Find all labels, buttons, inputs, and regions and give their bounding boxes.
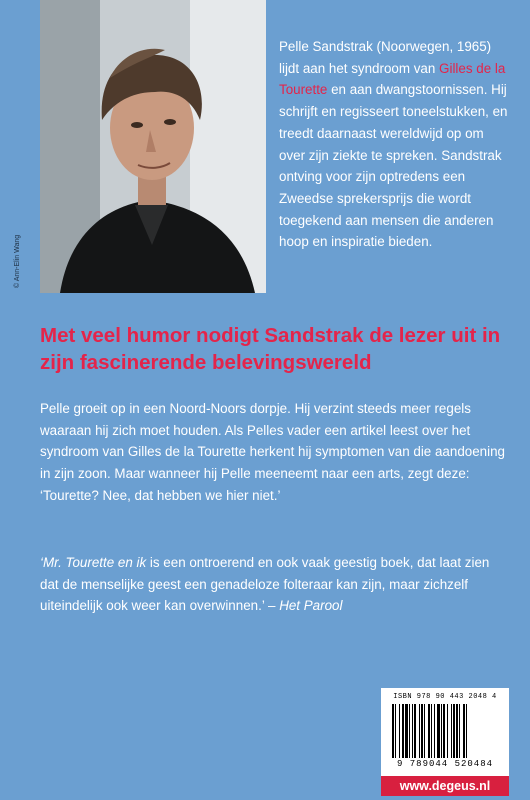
barcode-panel: [381, 688, 509, 776]
author-bio: [279, 36, 511, 253]
barcode-icon: [390, 704, 500, 758]
publisher-url[interactable]: www.degeus.nl: [381, 776, 509, 796]
quote-book-title: ‘Mr. Tourette en ik: [40, 555, 147, 570]
headline: Met veel humor nodigt Sandstrak de lezer uit in zijn fascinerende belevingswereld: [40, 324, 501, 374]
author-portrait-image: [40, 0, 266, 293]
review-quote: [40, 552, 505, 617]
isbn-text: ISBN 978 90 443 2048 4: [393, 693, 497, 701]
quote-source: Het Parool: [279, 598, 343, 614]
bio-highlight: Gilles de la Tourette: [279, 60, 506, 98]
summary-paragraph: Pelle groeit op in een Noord-Noors dorpje. Hij verzint steeds meer regels waaraan hij zich moet houden. Als Pelles vader een artikel leest over het syndroom van Gilles de la Tourette herkent hij symptomen van die aandoening in zijn zoon. Maar wanneer hij Pelle meeneemt naar een arts, zegt deze: ‘Tourette? Nee, dat hebben we hier niet.’: [40, 401, 505, 503]
photo-credit: © Ann-Elin Wang: [14, 234, 21, 288]
bio-text-2: en aan dwangstoornissen. Hij schrijft en regisseert toneelstukken, en treedt daarnaast wereldwijd op om over zijn ziekte te spreken. Sandstrak ontving voor zijn optredens een Zweedse sprekersprijs die wordt toegekend aan mensen die anderen hoop en inspiratie bieden.: [279, 82, 508, 250]
bio-text-1: Pelle Sandstrak (Noorwegen, 1965) lijdt aan het syndroom van: [279, 39, 492, 76]
ean-number: 9 789044 520484: [396, 759, 493, 769]
quote-text: is een ontroerend en ook vaak geestig boek, dat laat zien dat de menselijke geest een genadeloze folteraar kan zijn, maar zichzelf uiteindelijk ook weer kan overwinnen.’ –: [40, 555, 490, 614]
author-photo: [40, 0, 266, 293]
